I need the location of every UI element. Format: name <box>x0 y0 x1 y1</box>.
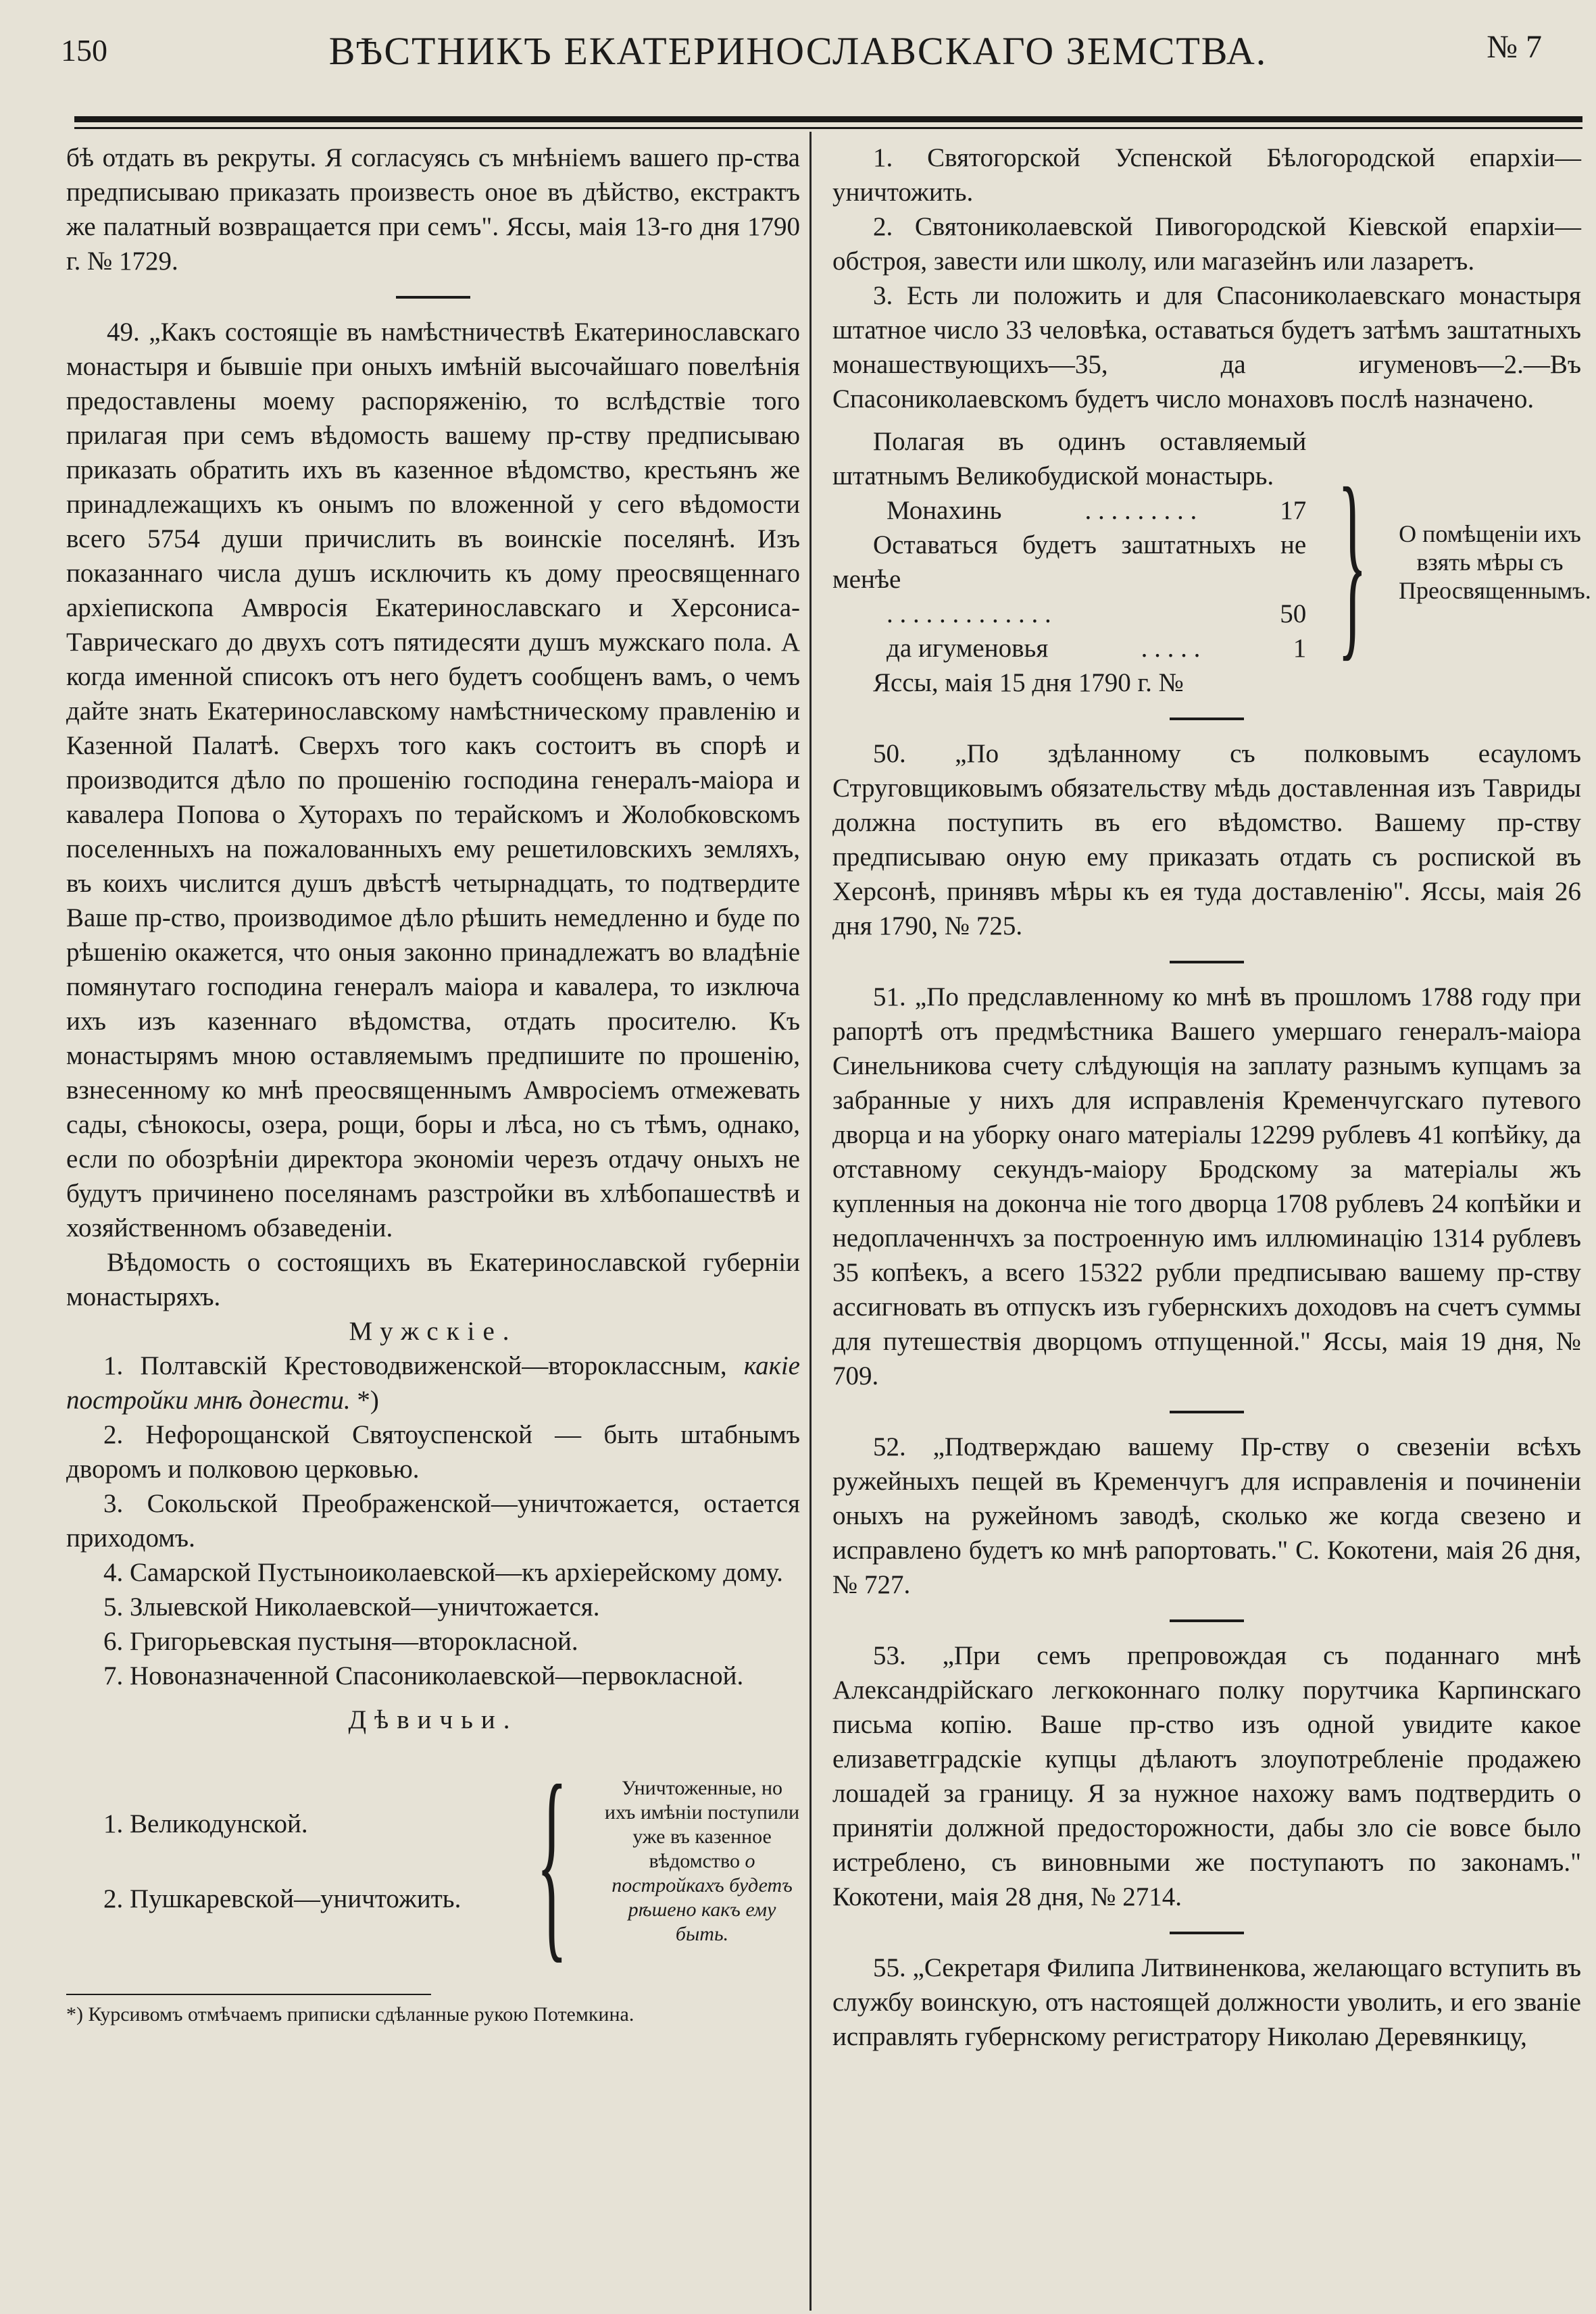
female-monasteries-block <box>66 1742 800 1981</box>
list-item: 4. Самарской Пустыноиколаевской—къ архіерейскому дому. <box>103 1558 783 1587</box>
list-item: 3. Есть ли положить и для Спасониколаевскаго монастыря штатное число 33 человѣка, оставаться будетъ затѣмъ заштатныхъ монашествующихъ—35, да игуменовъ—2.—Въ Спасониколаевскомъ будетъ число монаховъ послѣ назначено. <box>832 281 1581 413</box>
list-item: 1. Великодунской. <box>103 1809 308 1838</box>
footnote-rule <box>66 1994 431 1995</box>
block-line: Оставаться будетъ заштатныхъ не менѣе <box>832 530 1307 594</box>
count-value: 17 <box>1280 496 1307 525</box>
right-column <box>832 141 1591 2054</box>
male-monasteries-list <box>66 1349 800 1693</box>
list-item: 7. Новоназначенной Спасониколаевской—первокласной. <box>103 1661 744 1690</box>
count-row <box>832 493 1306 528</box>
count-row <box>832 631 1306 665</box>
dot-leader: . . . . . <box>1141 634 1201 663</box>
section-separator <box>1170 1411 1244 1413</box>
paragraph-55: 55. „Секретаря Филипа Литвиненкова, желающаго вступить въ службу воинскую, отъ настоящей должности уволить, и его званіе исправлять губернскому регистратору Николаю Деревянкицу, <box>832 1953 1581 2051</box>
list-item: 2. Пушкаревской—уничтожить. <box>103 1884 462 1913</box>
list-item: 1. Святогорской Успенской Бѣлогородской епархіи—уничтожить. <box>832 143 1581 207</box>
margin-note-text: Уничтоженные, но ихъ имѣніи поступили уже въ казенное вѣдомство <box>604 1777 800 1872</box>
header-rule-thick <box>74 116 1582 122</box>
footnote: *) Курсивомъ отмѣчаемъ приписки сдѣланные рукою Потемкина. <box>66 2003 634 2026</box>
header-rule-thin <box>74 127 1582 129</box>
male-monasteries-heading: Мужскіе. <box>349 1317 518 1346</box>
count-row <box>832 597 1306 631</box>
section-separator <box>396 296 470 299</box>
dot-leader: . . . . . . . . . <box>1084 496 1197 525</box>
paragraph-51: 51. „По предславленному ко мнѣ въ прошломъ 1788 году при рапортѣ отъ предмѣстника Вашего умершаго генералъ-маіора Синельникова счету слѣдующія на заплату разнымъ купцамъ за забранные у нихъ для исправленія Кременчугскаго путевого дворца и на уборку онаго матеріалы 12299 рублевъ 41 копѣйку, да отставному секундъ-маіору Бродскому за матеріалы жъ купленныя на доконча ніе того дворца 1708 рублевъ 24 копѣйки и недоплаченнчхъ за построенную имъ иллюминацію 1314 рублевъ 35 копѣекъ, а всего 15322 рубли предписываю вашему пр-ству ассигновать въ отпускъ изъ губернскихъ доходовъ на счетъ суммы для путешествія дворцомъ отпущенной." Яссы, маія 19 дня, № 709. <box>832 982 1581 1390</box>
block-intro: Полагая въ одинъ оставляемый штатнымъ Великобудиской монастырь. <box>832 427 1307 491</box>
paragraph-continuation: бѣ отдать въ рекруты. Я согласуясь съ мнѣніемъ вашего пр-ства предписываю приказать произвесть оное въ дѣйство, екстрактъ же палатный возвращается при семъ". Яссы, маія 13-го дня 1790 г. № 1729. <box>66 143 800 276</box>
section-separator <box>1170 961 1244 963</box>
block-margin-note: О помѣщеніи ихъ взять мѣры съ Преосвященнымъ. <box>1399 520 1591 604</box>
paragraph-50: 50. „По здѣланному съ полковымъ есауломъ Струговщиковымъ обязательству мѣдь доставленная изъ Тавриды должна поступить въ его вѣдомство. Вашему пр-ству предписываю оную ему приказать отдать съ роспиской въ Херсонѣ, принявъ мѣры къ ея туда доставленію". Яссы, маія 26 дня 1790, № 725. <box>832 739 1581 940</box>
staff-count-block <box>832 424 1591 700</box>
paragraph-53: 53. „При семъ препровождая съ поданнаго мнѣ Александрійскаго легкоконнаго полку порутчика Карпинскаго письма копію. Ваше пр-ство изъ одной увидите какое елизаветградскіе купцы дѣлаютъ злоупотребленіе продажею лошадей за границу. Я за нужное нахожу вамъ подтвердить о принятіи должной предосторожности, дабы зло сіе вовсе было истреблено, съ виновными же поступаютъ по законамъ." Кокотени, маія 28 дня, № 2714. <box>832 1641 1581 1911</box>
monastery-register-title: Вѣдомость о состоящихъ въ Екатеринославской губерніи монастыряхъ. <box>66 1248 800 1311</box>
section-separator <box>1170 1619 1244 1622</box>
list-item: 6. Григорьевская пустыня—второкласной. <box>103 1627 578 1656</box>
list-item: 5. Злыевской Николаевской—уничтожается. <box>103 1592 600 1621</box>
list-item: 3. Сокольской Преображенской—уничтожается, остается приходомъ. <box>66 1489 800 1553</box>
female-monasteries-heading: Дѣвичьи. <box>348 1705 518 1734</box>
brace-glyph: } <box>1337 445 1368 679</box>
issue-number: № 7 <box>1487 29 1542 65</box>
paragraph-49: 49. „Какъ состоящіе въ намѣстничествѣ Екатеринославскаго монастыря и бывшіе при оныхъ имѣній высочайшаго повелѣнія предоставлены моему распоряженію, то вслѣдствіе того прилагая при семъ вѣдомость вашему пр-ству предписываю приказать обратить ихъ въ казенное вѣдомство, крестьянъ же принадлежащихъ къ онымъ по вложенной у сего вѣдомости всего 5754 души причислить въ воинскіе поселянѣ. Изъ показаннаго числа душъ исключить къ дому преосвященнаго архіепископа Амвросія Екатеринославскаго и Херсониса-Таврическаго до двухъ сотъ пятидесяти душъ мужскаго пола. А когда именной списокъ отъ него будетъ сообщенъ вамъ, о чемъ дайте знать Екатеринославскому намѣстническому правленію и Казенной Палатѣ. Сверхъ того какъ состоитъ въ спорѣ и производится дѣло по прошенію господина генералъ-маіора и кавалера Попова о Хуторахъ по терайскомъ и Жолобковскомъ поселенныхъ на пожалованныхъ ему решетиловскихъ земляхъ, въ коихъ числится душъ двѣстѣ четырнадцать, то подтвердите Ваше пр-ство, производимое дѣло рѣшить немедленно и буде по рѣшенію окажется, что оныя законно принадлежатъ во владѣніе помянутаго господина генералъ маіора и кавалера, то изключа ихъ изъ казеннаго вѣдомства, отдать просителю. Къ монастырямъ мною оставляемымъ предпишите по прошенію, взнесенному ко мнѣ преосвященнымъ Амвросіемъ отмежевать сады, сѣнокосы, озера, рощи, боры и лѣса, но съ тѣмъ, однако, если по обозрѣніи директора экономіи черезъ отдачу оныхъ не будутъ причинено поселянамъ разстройки въ хлѣбопашествѣ и хозяйственномъ обзаведеніи. <box>66 318 800 1242</box>
count-value: 1 <box>1293 634 1307 663</box>
margin-note-italic: о постройкахъ будетъ рѣшено какъ ему быть. <box>612 1850 793 1945</box>
count-value: 50 <box>1280 599 1307 628</box>
list-item: 2. Святониколаевской Пивогородской Кіевской епархіи—обстроя, завести или школу, или магазейнъ или лазаретъ. <box>832 212 1581 276</box>
section-separator <box>1170 1932 1244 1934</box>
journal-title: ВѢСТНИКЪ ЕКАТЕРИНОСЛАВСКАГО ЗЕМСТВА. <box>328 29 1268 73</box>
count-label: Монахинь <box>887 496 1002 525</box>
block-date: Яссы, маія 15 дня 1790 г. № <box>873 668 1184 697</box>
dot-leader: . . . . . . . . . . . . . <box>887 599 1051 628</box>
count-label: да игуменовья <box>887 634 1049 663</box>
handwritten-note: какіе постройки мнѣ донести. <box>66 1351 800 1415</box>
left-column <box>66 141 800 2026</box>
page-number: 150 <box>61 33 107 68</box>
margin-note <box>604 1776 800 1946</box>
column-divider <box>809 132 812 2311</box>
list-item-text: 1. Полтавскій Крестоводвиженской—второклассным <box>103 1351 720 1380</box>
list-item: 2. Нефорощанской Святоуспенской — быть штабнымъ дворомъ и полковою церковью. <box>66 1420 800 1484</box>
section-separator <box>1170 718 1244 720</box>
footnote-marker: *) <box>350 1386 379 1415</box>
paragraph-52: 52. „Подтверждаю вашему Пр-ству о свезеніи всѣхъ ружейныхъ пещей въ Кременчугъ для исправленія и починеніи оныхъ на ружейномъ заводѣ, сколько же когда свезено и исправлено будетъ ко мнѣ рапортовать." С. Кокотени, маія 26 дня, № 727. <box>832 1432 1581 1599</box>
brace-glyph: { <box>537 1742 568 1981</box>
list-item: 1. Полтавскій Крестоводвиженской—второклассным, какіе постройки мнѣ донести. *) <box>66 1351 800 1415</box>
